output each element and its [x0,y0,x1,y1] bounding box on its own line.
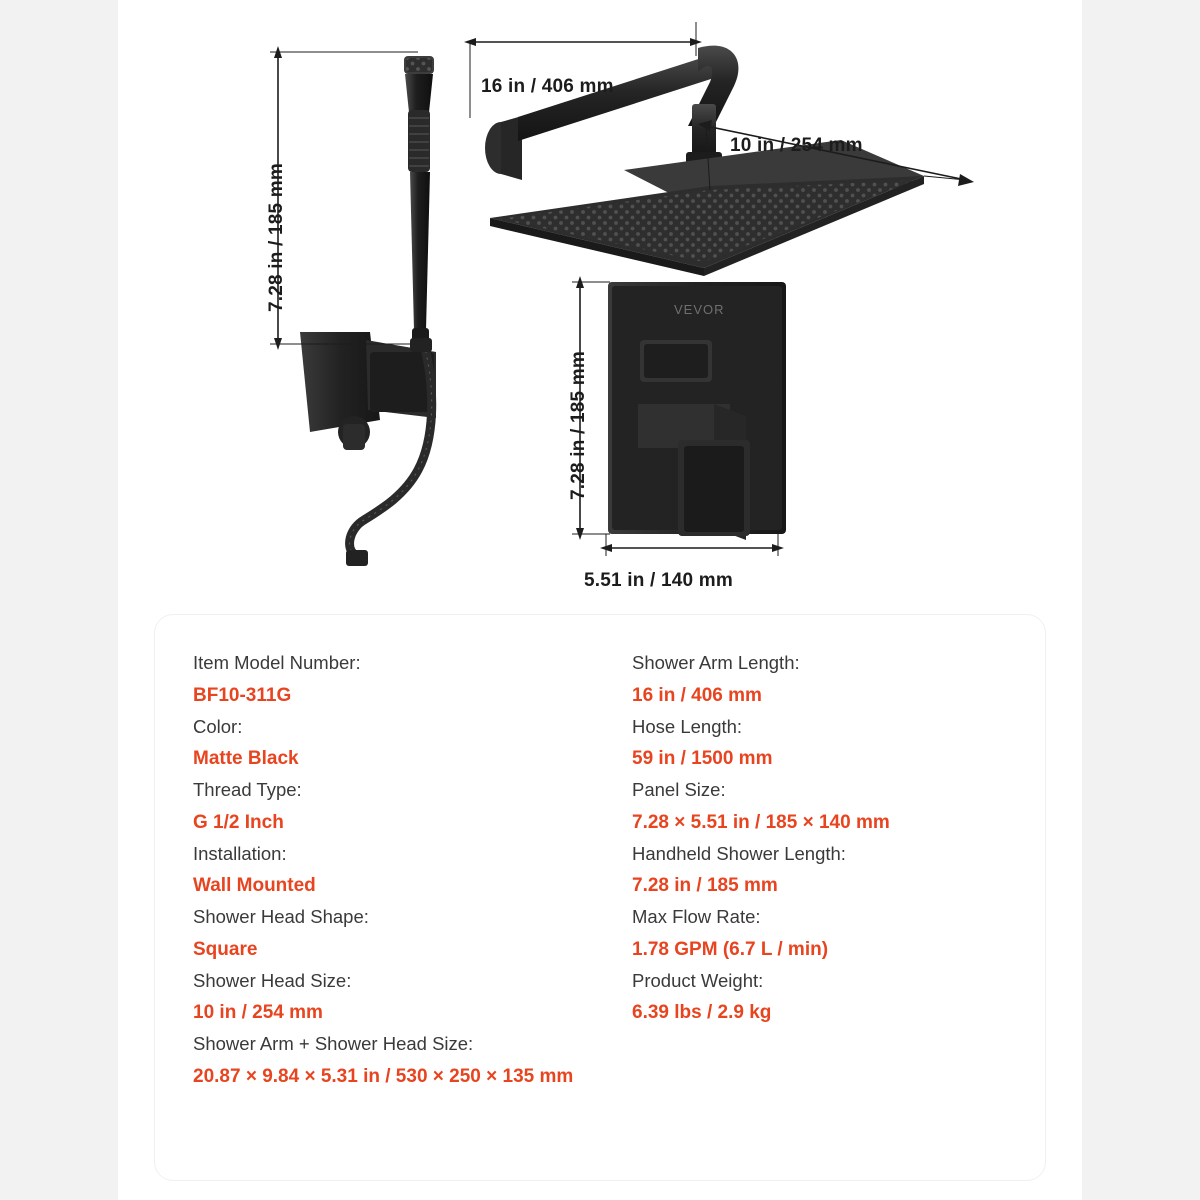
spec-label: Installation: [193,842,287,864]
specification-card [155,615,1045,1180]
svg-text:VEVOR: VEVOR [674,302,725,317]
spec-label: Item Model Number: [193,652,361,673]
spec-row [632,641,1027,705]
spec-column-left [193,641,610,1170]
spec-label: Product Weight: [632,969,764,991]
spec-row [193,768,610,832]
spec-value: 20.87 × 9.84 × 5.31 in / 530 × 250 × 135 mm [193,1065,574,1087]
spec-row [632,768,1027,832]
spec-label: Handheld Shower Length: [632,842,846,864]
spec-label: Shower Arm + Shower Head Size: [193,1033,474,1054]
rain-shower-head [490,140,924,276]
hose-connector-bottom [346,550,368,566]
hose-connector-top [410,338,432,352]
dimension-label-shower-arm-length: 16 in / 406 mm [481,76,614,97]
control-panel [608,282,786,540]
spec-value: Matte Black [193,748,299,769]
spec-row [193,705,610,769]
spec-label: Panel Size: [632,779,726,800]
spec-label: Shower Head Shape: [193,906,369,927]
spec-row [193,895,610,959]
dimension-label-panel-height: 7.28 in / 185 mm [568,351,589,500]
spec-label: Max Flow Rate: [632,906,761,927]
spec-value: 10 in / 254 mm [193,1002,323,1023]
spec-label: Shower Arm Length: [632,652,800,673]
handheld-shower-wand [404,56,434,344]
spec-value: 59 in / 1500 mm [632,748,773,769]
spec-value: 16 in / 406 mm [632,684,762,706]
spec-row [632,895,1027,959]
product-diagram [118,0,1082,610]
spec-row [193,641,610,705]
spec-value: Square [193,938,258,960]
spec-value: BF10-311G [193,684,292,706]
spec-value: G 1/2 Inch [193,811,284,833]
left-gutter [0,0,118,1200]
spec-label: Thread Type: [193,779,302,800]
spec-label: Color: [193,715,243,737]
spec-row [193,832,610,896]
spec-row [632,959,1027,1023]
spec-row [632,832,1027,896]
spec-value: Wall Mounted [193,875,316,896]
spec-value: 7.28 in / 185 mm [632,875,778,896]
dimension-label-handheld-length: 7.28 in / 185 mm [266,163,287,312]
spec-row [193,1022,610,1086]
spec-column-right [610,641,1027,1170]
dimension-label-panel-width: 5.51 in / 140 mm [584,570,733,591]
spec-value: 1.78 GPM (6.7 L / min) [632,938,829,960]
spec-row [193,959,610,1023]
dimension-label-shower-head-size: 10 in / 254 mm [730,135,863,156]
spec-value: 7.28 × 5.51 in / 185 × 140 mm [632,811,890,833]
spec-row [632,705,1027,769]
spec-label: Hose Length: [632,715,743,737]
spec-value: 6.39 lbs / 2.9 kg [632,1002,772,1023]
right-gutter [1082,0,1200,1200]
spec-label: Shower Head Size: [193,969,352,991]
